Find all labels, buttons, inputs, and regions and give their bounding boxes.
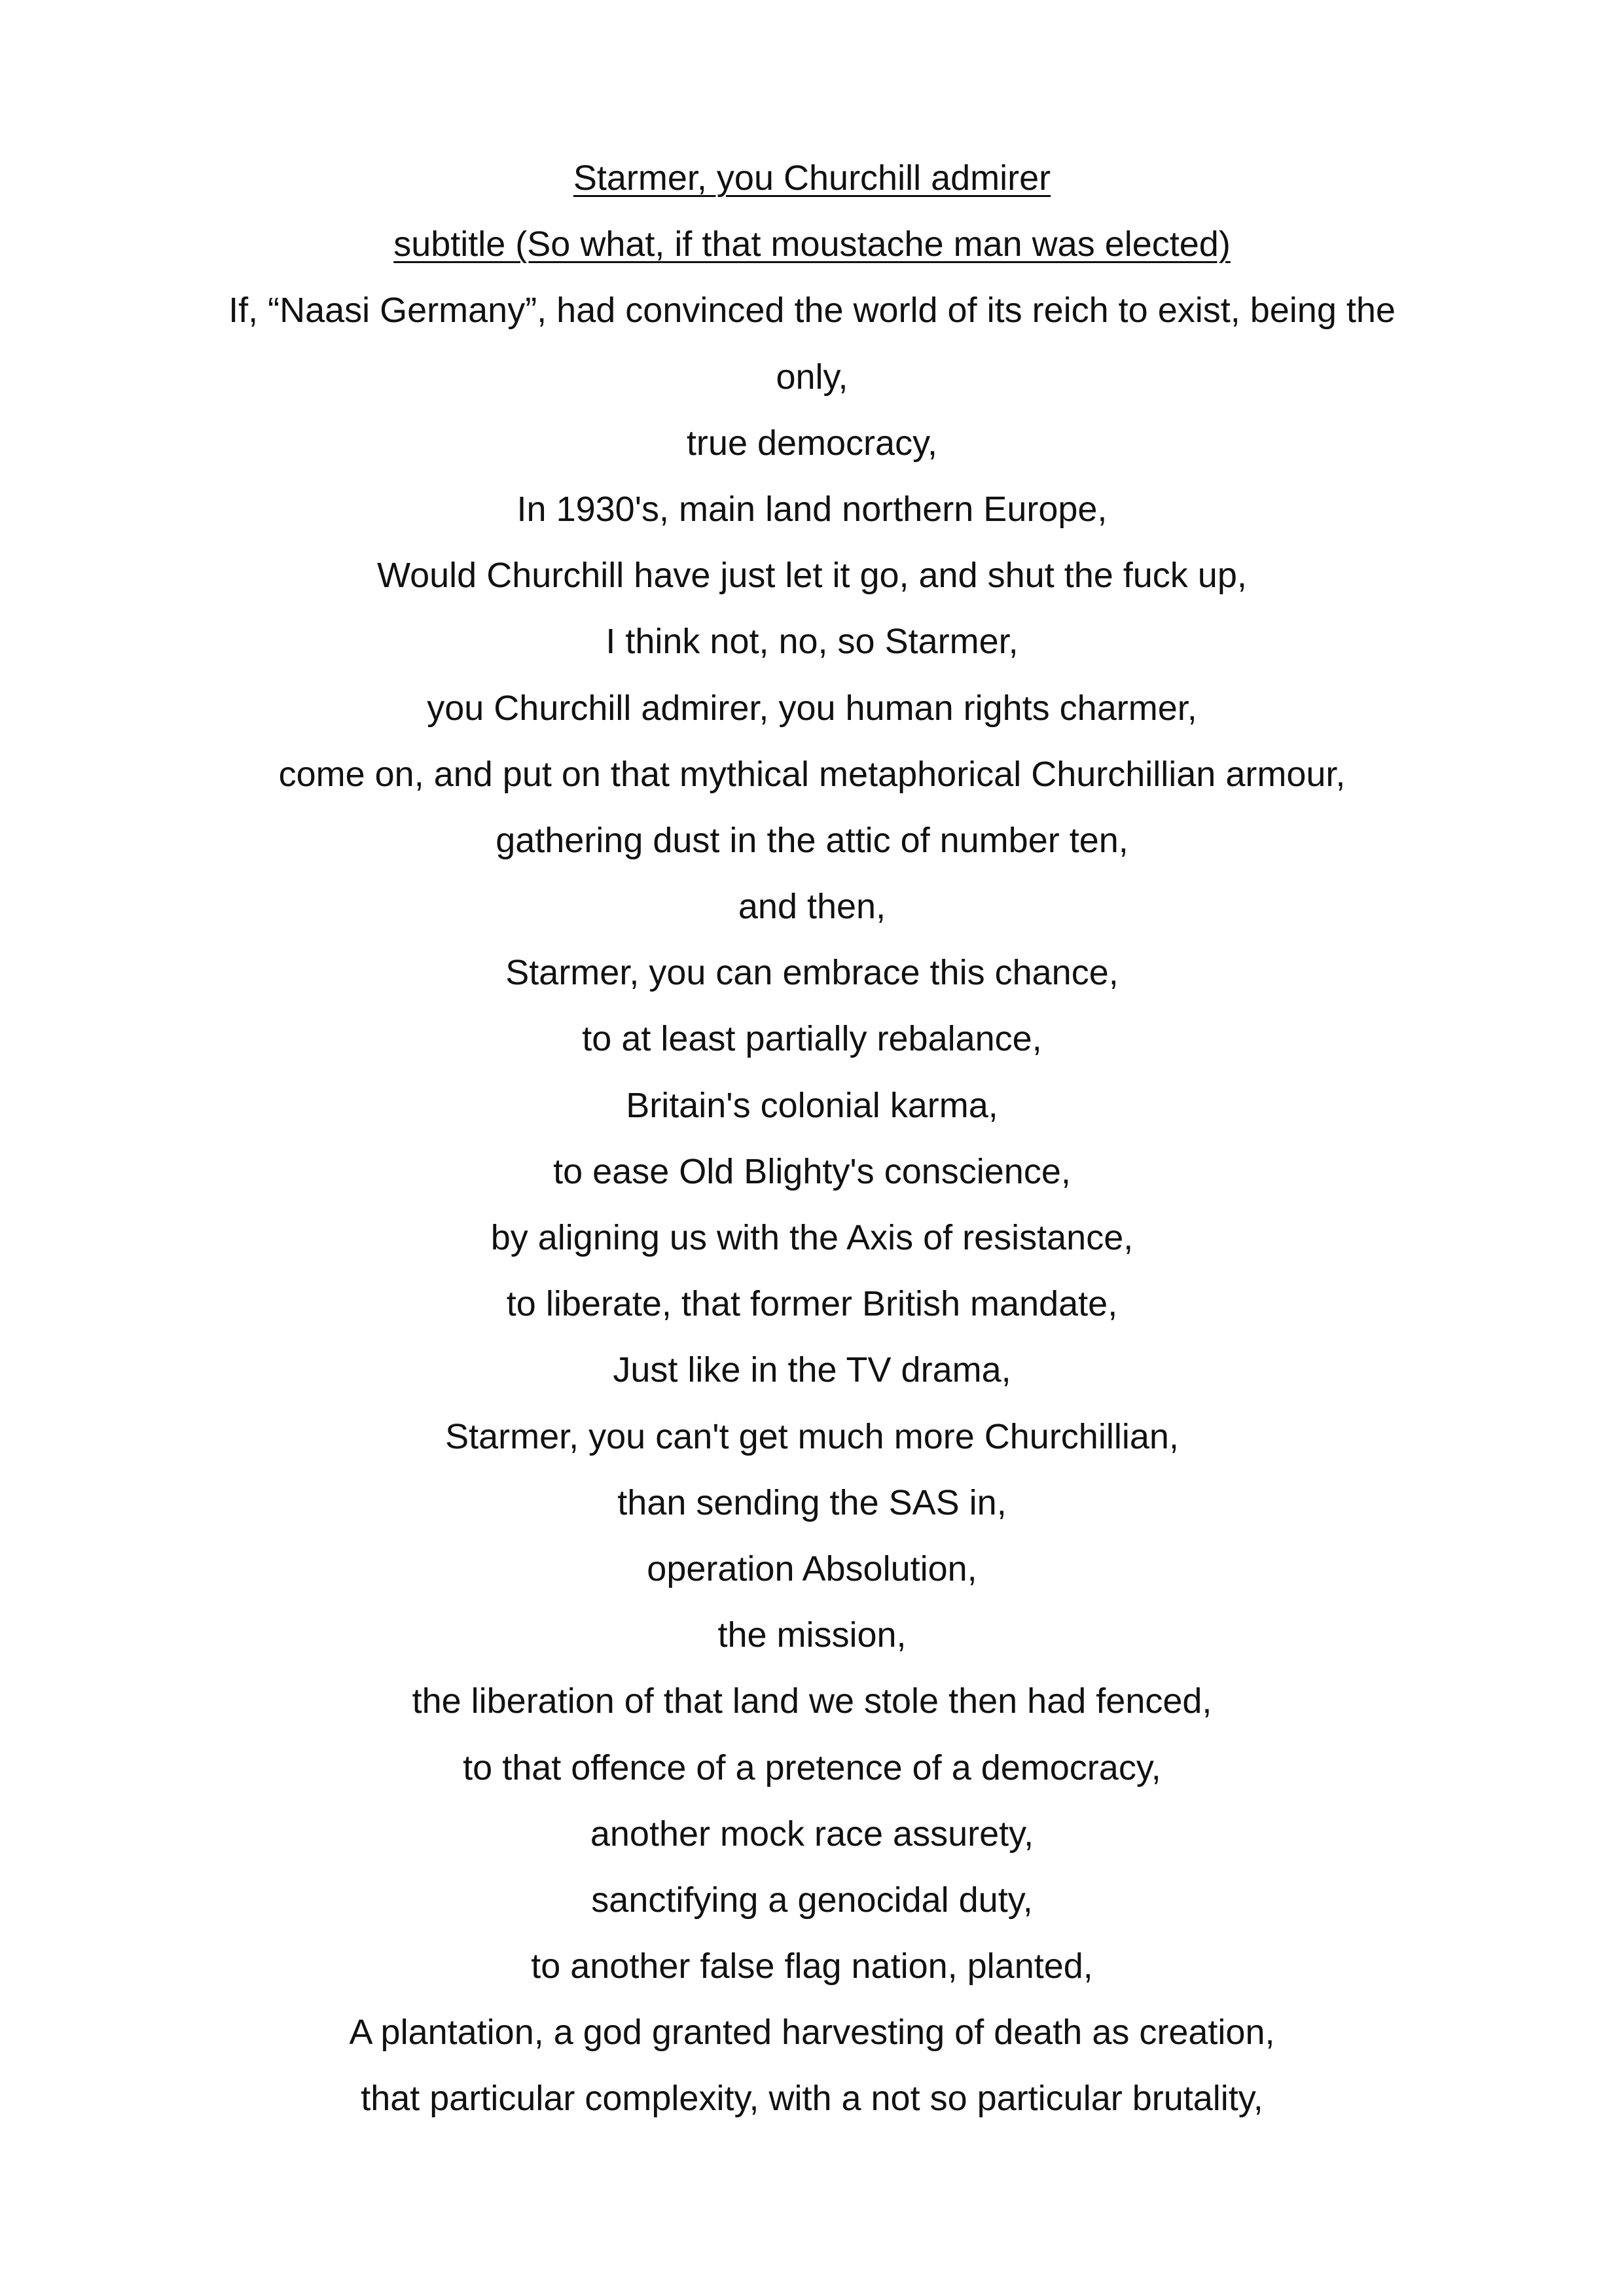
document-page	[0, 145, 1624, 2132]
poem-line-5: Would Churchill have just let it go, and shut the fuck up,	[377, 556, 1247, 596]
poem-line-8: come on, and put on that mythical metaphorical Churchillian armour,	[278, 754, 1346, 794]
poem-line-19: than sending the SAS in,	[617, 1482, 1007, 1522]
poem-line-18: Starmer, you can't get much more Churchillian,	[445, 1416, 1179, 1456]
poem-line-12: to at least partially rebalance,	[582, 1019, 1042, 1059]
poem-line-27: A plantation, a god granted harvesting of death as creation,	[349, 2013, 1275, 2053]
poem-title: Starmer, you Churchill admirer	[573, 158, 1051, 198]
poem-line-11: Starmer, you can embrace this chance,	[505, 953, 1119, 993]
poem-line-17: Just like in the TV drama,	[613, 1350, 1011, 1390]
poem-line-7: you Churchill admirer, you human rights charmer,	[427, 688, 1197, 728]
poem-subtitle: subtitle (So what, if that moustache man was elected)	[393, 224, 1231, 264]
poem-line-14: to ease Old Blighty's conscience,	[553, 1151, 1071, 1191]
poem-line-16: to liberate, that former British mandate,	[506, 1284, 1118, 1324]
poem-line-10: and then,	[738, 887, 886, 927]
poem-line-13: Britain's colonial karma,	[626, 1085, 998, 1125]
poem-line-6: I think not, no, so Starmer,	[605, 622, 1019, 662]
poem-line-24: another mock race assurety,	[590, 1814, 1034, 1854]
poem-line-23: to that offence of a pretence of a democracy,	[463, 1748, 1161, 1787]
poem-line-2: only,	[776, 357, 848, 397]
poem-line-15: by aligning us with the Axis of resistance,	[490, 1218, 1134, 1257]
poem-line-3: true democracy,	[686, 423, 938, 463]
poem-line-25: sanctifying a genocidal duty,	[591, 1880, 1033, 1920]
poem-line-9: gathering dust in the attic of number ten,	[496, 820, 1128, 860]
poem-line-28: that particular complexity, with a not so particular brutality,	[361, 2079, 1263, 2119]
poem-line-20: operation Absolution,	[647, 1549, 977, 1588]
poem-line-26: to another false flag nation, planted,	[531, 1946, 1093, 1986]
poem-line-1: If, “Naasi Germany”, had convinced the world of its reich to exist, being the	[228, 291, 1396, 331]
poem-line-22: the liberation of that land we stole then had fenced,	[412, 1681, 1212, 1721]
poem-line-4: In 1930's, main land northern Europe,	[516, 489, 1108, 529]
poem-line-21: the mission,	[717, 1615, 907, 1655]
